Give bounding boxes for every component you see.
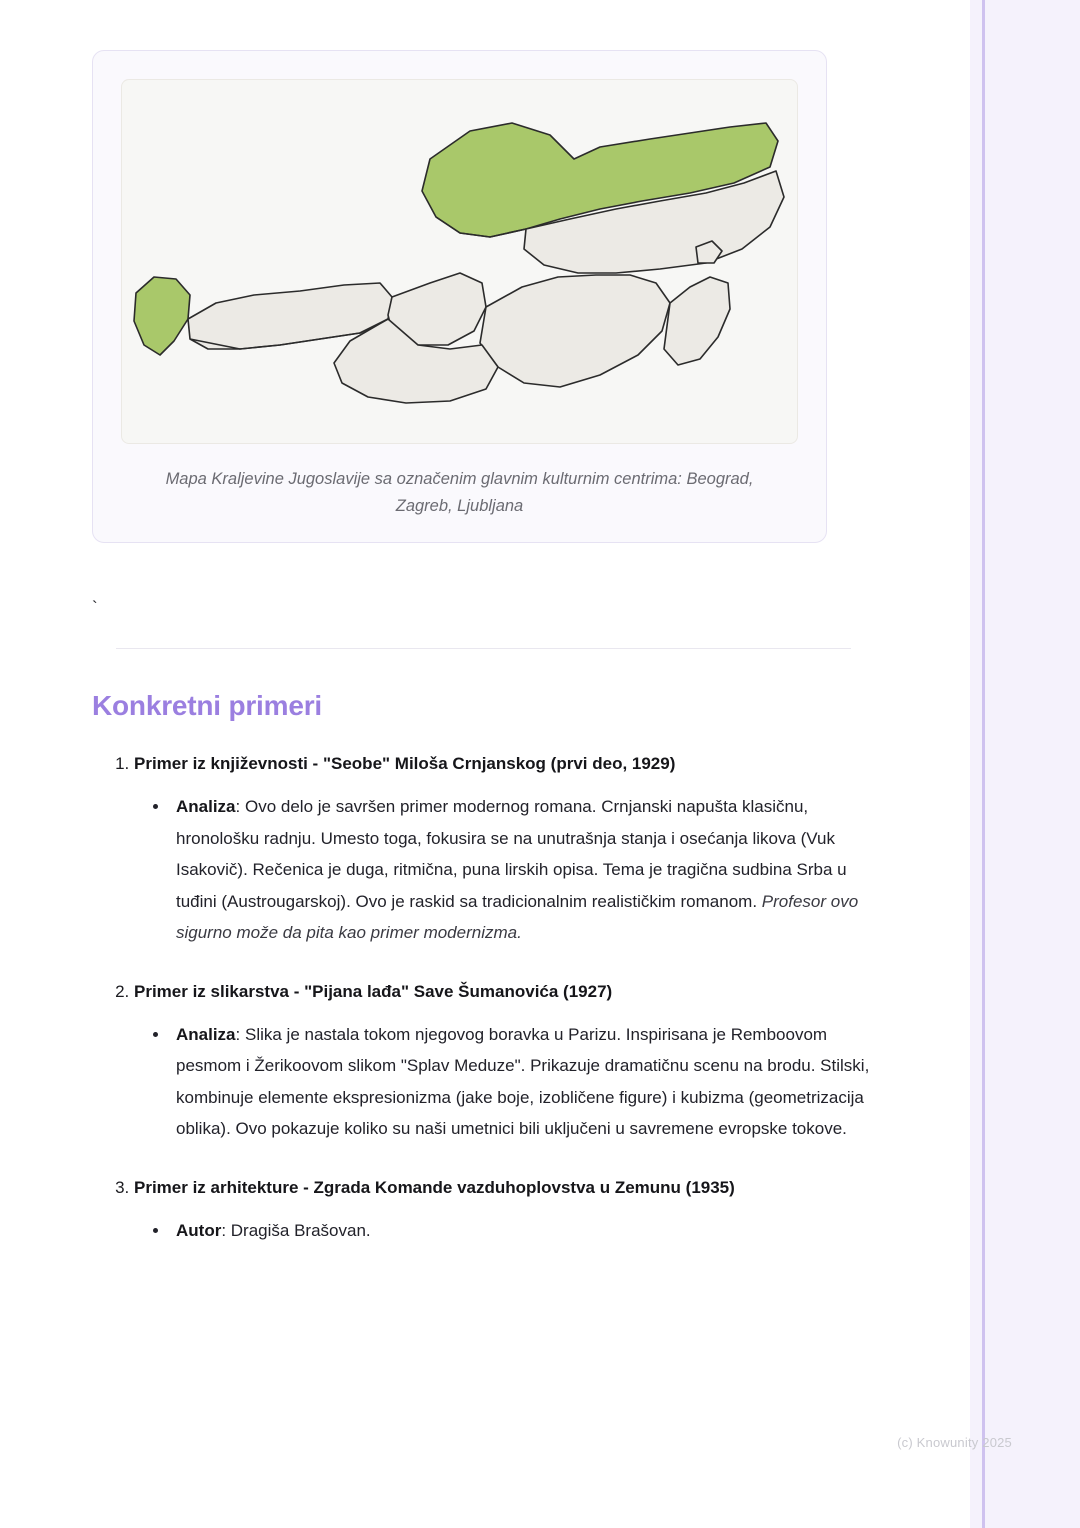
stray-character: ` [92,598,98,618]
watermark: (c) Knowunity 2025 [897,1435,1012,1450]
sub-list [134,1215,875,1246]
analysis-label: Analiza [176,797,236,817]
page-title: Konkretni primeri [92,690,322,722]
analysis-text: : Ovo delo je savršen primer modernog romana. Crnjanski napušta klasičnu, hronološku radnju. Umesto toga, fokusira se na unutrašnja stanja i osećanja likova (Vuk Isakovič). Rečenica je duga, ritmična, puna lirskih opisa. Tema je tragična sudbina Srba u tuđini (Austrougarskoj). Ovo je raskid sa tradicionalnim realističkim romanom. [176,797,847,911]
right-accent-line [982,0,985,1528]
list-item [170,1019,875,1145]
author-label: Autor [176,1221,222,1240]
example-title: 3. Primer iz arhitekture - Zgrada Komande vazduhoplovstva u Zemunu (1935) [134,1177,735,1197]
list-item [170,1215,875,1246]
figure-card [92,50,827,543]
analysis-paragraph [176,1025,869,1138]
sub-list [134,1019,875,1145]
figure-caption: Mapa Kraljevine Jugoslavije sa označenim glavnim kulturnim centrima: Beograd, Zagreb, Ljubljana [165,470,754,516]
list-item [134,749,875,949]
example-title: 1. Primer iz književnosti - "Seobe" Miloša Crnjanskog (prvi deo, 1929) [134,754,676,774]
example-title: 2. Primer iz slikarstva - "Pijana lađa" Save Šumanovića (1927) [134,981,613,1001]
list-item [134,977,875,1145]
analysis-text: : Slika je nastala tokom njegovog boravka u Parizu. Inspirisana je Remboovom pesmom i Žerikoovom slikom "Splav Meduze". Prikazuje dramatičnu scenu na brodu. Stilski, kombinuje elemente ekspresionizma (jake boje, izobličene figure) i kubizma (geometrizacija oblika). Ovo pokazuje koliko su naši umetnici bili uključeni u savremene evropske tokove. [176,1024,870,1139]
author-text: : Dragiša Brašovan. [221,1221,371,1240]
analysis-note: Profesor ovo sigurno može da pita kao primer modernizma. [176,891,859,943]
analysis-label: Analiza [176,1024,236,1044]
map-image-frame [121,79,798,444]
analysis-paragraph [176,797,858,942]
document-content [0,50,970,1246]
list-item [134,1173,875,1247]
section-divider [116,648,851,649]
right-decorative-strip [970,0,1080,1528]
author-paragraph [176,1221,371,1240]
list-item [170,791,875,948]
sub-list [134,791,875,948]
map-of-austria-regions-icon [130,87,790,437]
examples-list [92,749,875,1246]
